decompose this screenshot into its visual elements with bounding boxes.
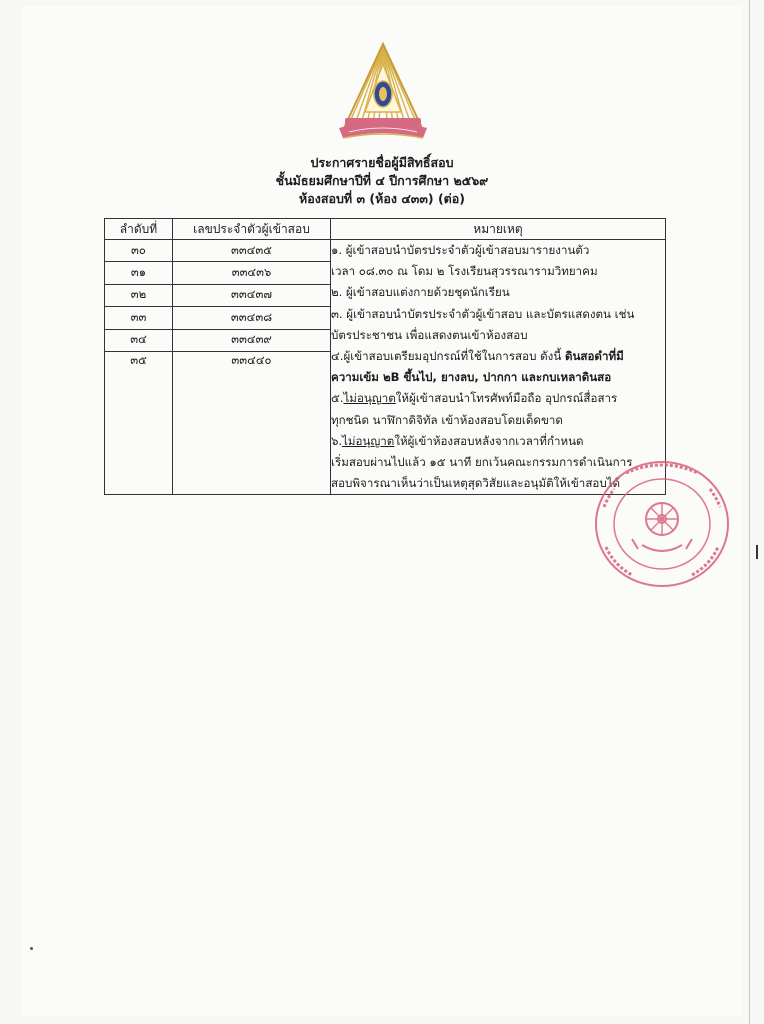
- remark-5-number: ๕.: [331, 391, 344, 406]
- title-line-3: ห้องสอบที่ ๓ (ห้อง ๔๓๓) (ต่อ): [299, 191, 465, 206]
- remark-6-number: ๖.: [331, 433, 343, 448]
- remark-4a-bold: ดินสอดำที่มี: [564, 349, 624, 364]
- speck-mark: [30, 947, 33, 950]
- remark-3b: บัตรประชาชน เพื่อแสดงตนเข้าห้องสอบ: [331, 327, 528, 342]
- exam-id-cell: ๓๓๔๓๕: [173, 240, 331, 262]
- remark-5a: [331, 388, 665, 409]
- exam-id-cell: ๓๓๔๔๐: [173, 351, 331, 495]
- remark-1a: ๑. ผู้เข้าสอบนำบัตรประจำตัวผู้เข้าสอบมารายงานตัว: [331, 243, 590, 257]
- order-cell: ๓๒: [105, 284, 173, 306]
- exam-id-cell: ๓๓๔๓๘: [173, 307, 331, 329]
- remark-4b: [331, 367, 665, 388]
- remark-5b: ทุกชนิด นาฬิกาดิจิทัล เข้าห้องสอบโดยเด็ดขาด: [331, 412, 563, 427]
- table-row: [105, 240, 666, 262]
- remark-6c: สอบพิจารณาเห็นว่าเป็นเหตุสุดวิสัยและอนุมัติให้เข้าสอบได้: [331, 476, 621, 491]
- remark-6a-text: ให้ผู้เข้าห้องสอบหลังจากเวลาที่กำหนด: [394, 433, 584, 448]
- table-header-row: [105, 219, 666, 240]
- column-header-order: ลำดับที่: [105, 219, 173, 240]
- remark-4b-bold: ความเข้ม ๒B ขึ้นไป, ยางลบ, ปากกา และกบเหลาดินสอ: [331, 370, 612, 385]
- exam-id-cell: ๓๓๔๓๖: [173, 262, 331, 284]
- remark-4a-text: ๔.ผู้เข้าสอบเตรียมอุปกรณ์ที่ใช้ในการสอบ ดังนี้: [331, 349, 565, 364]
- title-line-2: ชั้นมัธยมศึกษาปีที่ ๔ ปีการศึกษา ๒๕๖๙: [275, 173, 489, 188]
- official-seal-stamp: [592, 457, 732, 591]
- order-cell: ๓๐: [105, 240, 173, 262]
- exam-roster-table: [104, 218, 666, 495]
- order-cell: ๓๓: [105, 307, 173, 329]
- order-cell: ๓๔: [105, 329, 173, 351]
- remark-5a-text: ให้ผู้เข้าสอบนำโทรศัพท์มือถือ อุปกรณ์สื่อสาร: [395, 391, 618, 406]
- school-emblem-logo: [335, 42, 431, 148]
- title-line-1: ประกาศรายชื่อผู้มีสิทธิ์สอบ: [310, 155, 454, 170]
- page-mark: [756, 545, 758, 559]
- order-cell: ๓๕: [105, 351, 173, 495]
- remark-1b: เวลา ๐๘.๓๐ ณ โดม ๒ โรงเรียนสุวรรณารามวิทยาคม: [331, 264, 598, 279]
- remark-4a: [331, 346, 665, 367]
- remark-2: ๒. ผู้เข้าสอบแต่งกายด้วยชุดนักเรียน: [331, 285, 510, 300]
- remark-6b: เริ่มสอบผ่านไปแล้ว ๑๕ นาที ยกเว้นคณะกรรมการดำเนินการ: [331, 455, 633, 470]
- exam-id-cell: ๓๓๔๓๙: [173, 329, 331, 351]
- column-header-remarks: หมายเหตุ: [331, 219, 666, 240]
- remark-3a: ๓. ผู้เข้าสอบนำบัตรประจำตัวผู้เข้าสอบ และบัตรแสดงตน เช่น: [331, 306, 635, 321]
- remark-6-not-allowed: ไม่อนุญาต: [342, 433, 395, 448]
- remark-5-not-allowed: ไม่อนุญาต: [343, 391, 396, 406]
- remark-6a: [331, 431, 665, 452]
- column-header-exam-id: เลขประจำตัวผู้เข้าสอบ: [173, 219, 331, 240]
- order-cell: ๓๑: [105, 262, 173, 284]
- exam-id-cell: ๓๓๔๓๗: [173, 284, 331, 306]
- announcement-heading: [0, 154, 764, 208]
